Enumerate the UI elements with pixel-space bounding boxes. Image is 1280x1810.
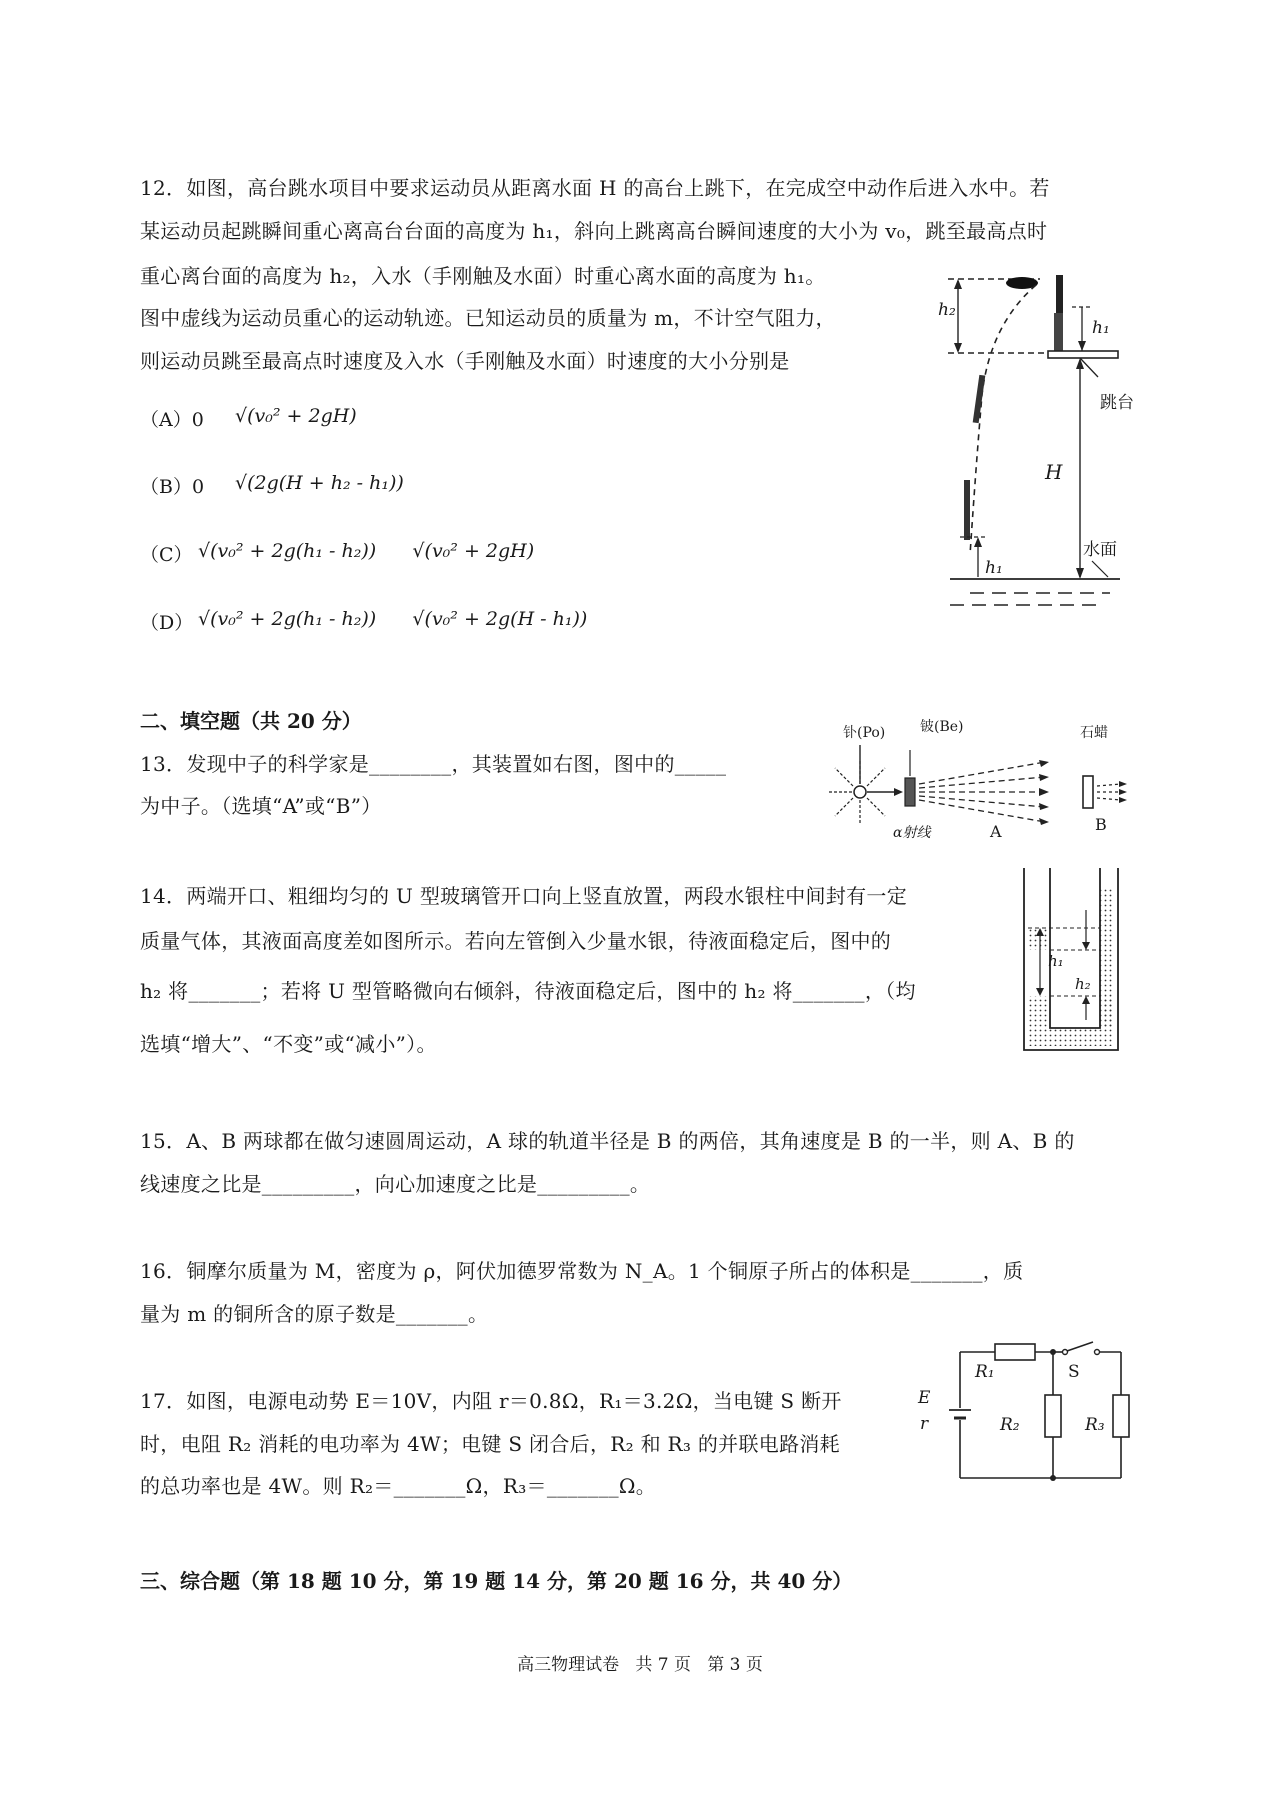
q14-line-3: h₂ 将_______；若将 U 型管略微向右倾斜，待液面稳定后，图中的 h₂ 将_______，（均 xyxy=(140,979,916,1003)
page-footer: 高三物理试卷 共 7 页 第 3 页 xyxy=(517,1655,763,1675)
q14-line-1: 14．两端开口、粗细均匀的 U 型玻璃管开口向上竖直放置，两段水银柱中间封有一定 xyxy=(140,884,908,908)
q16-line-1: 16．铜摩尔质量为 M，密度为 ρ，阿伏加德罗常数为 N_A。1 个铜原子所占的体积是_______，质 xyxy=(140,1259,1024,1283)
fig14-h1-label: h₁ xyxy=(1048,952,1064,970)
q13-line-2: 为中子。（选填“A”或“B”） xyxy=(140,794,382,818)
q15-line-2: 线速度之比是_________，向心加速度之比是_________。 xyxy=(140,1172,651,1196)
fig17-R1-label: R₁ xyxy=(975,1362,995,1382)
u-tube-figure xyxy=(1018,868,1118,1063)
q14-line-2: 质量气体，其液面高度差如图所示。若向左管倒入少量水银，待液面稳定后，图中的 xyxy=(140,929,892,953)
fig13-A-label: A xyxy=(990,822,1002,841)
q12-option-d-label: （D） xyxy=(140,612,194,634)
q13-line-1: 13．发现中子的科学家是________，其装置如右图，图中的_____ xyxy=(140,752,727,776)
fig17-r-label: r xyxy=(920,1414,929,1434)
q12-option-b-expr: √(2g(H + h₂ - h₁)) xyxy=(235,472,404,494)
q16-line-2: 量为 m 的铜所含的原子数是_______。 xyxy=(140,1302,489,1326)
fig13-paraffin-label: 石蜡 xyxy=(1080,725,1108,741)
q17-line-2: 时，电阻 R₂ 消耗的电功率为 4W；电键 S 闭合后，R₂ 和 R₃ 的并联电路消耗 xyxy=(140,1432,840,1456)
q12-line-4: 图中虚线为运动员重心的运动轨迹。已知运动员的质量为 m，不计空气阻力， xyxy=(140,306,836,330)
q12-option-c-label: （C） xyxy=(140,544,193,566)
circuit-figure xyxy=(935,1340,1135,1490)
q12-option-a-expr: √(v₀² + 2gH) xyxy=(235,405,357,427)
fig17-S-label: S xyxy=(1068,1362,1080,1382)
q12-option-a-label: （A）0 xyxy=(140,409,204,431)
fig12-h2-label: h₂ xyxy=(938,300,956,320)
q14-line-4: 选填“增大”、“不变”或“减小”）。 xyxy=(140,1032,437,1056)
q12-line-3: 重心离台面的高度为 h₂，入水（手刚触及水面）时重心离水面的高度为 h₁。 xyxy=(140,264,826,288)
fig12-h1-top-label: h₁ xyxy=(1092,318,1110,338)
section-3-title: 三、综合题（第 18 题 10 分，第 19 题 14 分，第 20 题 16 分，共 40 分） xyxy=(140,1569,853,1593)
q17-line-1: 17．如图，电源电动势 E＝10V，内阻 r＝0.8Ω，R₁＝3.2Ω，当电键 S 断开 xyxy=(140,1389,842,1413)
q12-option-d-expr: √(v₀² + 2g(h₁ - h₂)) √(v₀² + 2g(H - h₁)) xyxy=(198,608,588,630)
fig17-R2-label: R₂ xyxy=(1000,1415,1020,1435)
q17-line-3: 的总功率也是 4W。则 R₂＝_______Ω，R₃＝_______Ω。 xyxy=(140,1474,657,1498)
fig13-alpha-label: α射线 xyxy=(893,825,931,841)
q12-line-1: 12．如图，高台跳水项目中要求运动员从距离水面 H 的高台上跳下，在完成空中动作后进入水中。若 xyxy=(140,176,1050,200)
q12-option-c-expr: √(v₀² + 2g(h₁ - h₂)) √(v₀² + 2gH) xyxy=(198,540,535,562)
q12-line-5: 则运动员跳至最高点时速度及入水（手刚触及水面）时速度的大小分别是 xyxy=(140,349,790,373)
fig13-B-label: B xyxy=(1095,815,1107,834)
fig12-water-label: 水面 xyxy=(1083,540,1117,560)
fig13-be-label: 铍(Be) xyxy=(920,719,964,735)
fig12-platform-label: 跳台 xyxy=(1100,393,1134,413)
fig14-h2-label: h₂ xyxy=(1075,975,1091,993)
q12-line-2: 某运动员起跳瞬间重心离高台台面的高度为 h₁，斜向上跳离高台瞬间速度的大小为 v₀，跳至最高点时 xyxy=(140,219,1048,243)
fig17-E-label: E xyxy=(918,1388,931,1408)
fig17-R3-label: R₃ xyxy=(1085,1415,1105,1435)
fig12-h1-bottom-label: h₁ xyxy=(985,558,1003,578)
fig12-H-label: H xyxy=(1045,460,1063,484)
section-2-title: 二、填空题（共 20 分） xyxy=(140,709,362,733)
q15-line-1: 15．A、B 两球都在做匀速圆周运动，A 球的轨道半径是 B 的两倍，其角速度是 B 的一半，则 A、B 的 xyxy=(140,1129,1075,1153)
fig13-po-label: 钋(Po) xyxy=(843,725,886,741)
q12-option-b-label: （B）0 xyxy=(140,476,205,498)
